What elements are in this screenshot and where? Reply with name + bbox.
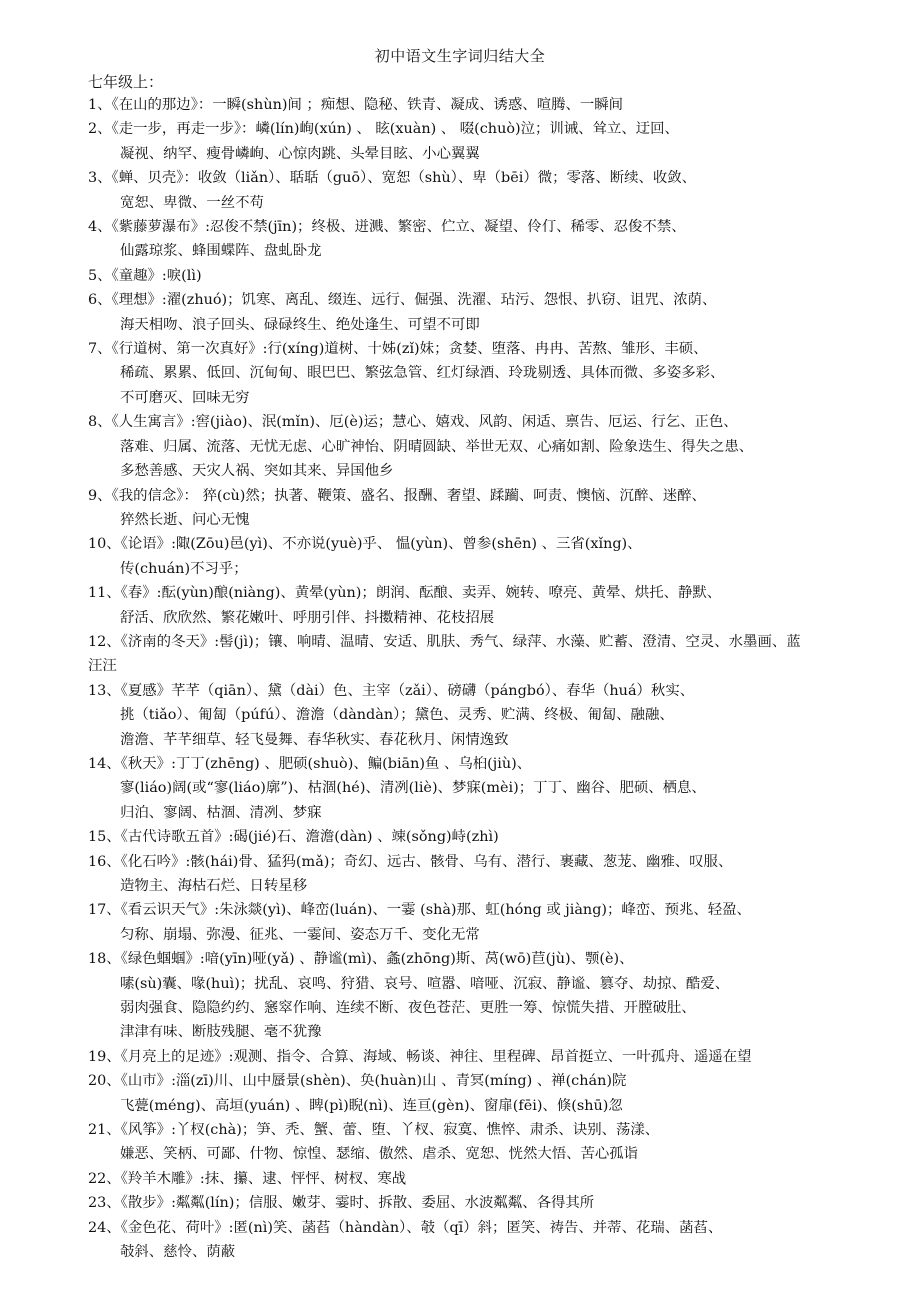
entry-continuation-line: 寥(liáo)阔(或“寥(liáo)廓”)、枯涸(hé)、清冽(liè)、梦寐(mèi)；丁丁、幽谷、肥硕、栖息、 (120, 780, 706, 797)
list-item (88, 898, 888, 947)
list-item (88, 484, 888, 533)
list-item (88, 215, 888, 264)
entry-continuation-line: 海天相吻、浪子回头、碌碌终生、绝处逢生、可望不可即 (120, 316, 480, 333)
list-item (88, 1167, 888, 1191)
entry-continuation-line: 仙露琼浆、蜂围蝶阵、盘虬卧龙 (120, 243, 322, 260)
list-item (88, 850, 888, 899)
document-title: 初中语文生字词归结大全 (374, 47, 546, 65)
entry-line: 20、《山市》:淄(zī)川、山中蜃景(shèn)、奂(huàn)山 、青冥(míng) 、禅(chán)院 (88, 1073, 627, 1090)
list-item (88, 264, 888, 288)
entry-line: 4、《紫藤萝瀑布》:忍俊不禁(jīn)；终极、迸溅、繁密、伫立、凝望、伶仃、稀零、忍俊不禁、 (88, 219, 686, 236)
entry-line: 19、《月亮上的足迹》:观测、指令、合算、海域、畅谈、神往、里程碑、昂首挺立、一叶孤舟、遥遥在望 (88, 1048, 752, 1065)
vocabulary-list (88, 93, 888, 1265)
entry-line: 3、《蝉、贝壳》：收敛（liǎn）、聒聒（guō）、宽恕（shù）、卑（bēi）微；零落、断续、收敛、 (88, 170, 697, 187)
entry-continuation-line: 津津有味、断肢残腿、毫不犹豫 (120, 1024, 322, 1041)
grade-heading: 七年级上： (88, 73, 164, 91)
entry-line: 14、《秋天》:丁丁(zhēng) 、肥硕(shuò)、鳊(biān)鱼 、乌桕(jiù)、 (88, 755, 532, 772)
entry-continuation-line: 多愁善感、天灾人祸、突如其来、异国他乡 (120, 463, 394, 480)
list-item (88, 1216, 888, 1265)
entry-continuation-line: 飞甍(méng)、高垣(yuán) 、睥(pì)睨(nì)、连亘(gèn)、窗扉(fēi)、倏(shū)忽 (120, 1097, 623, 1114)
entry-continuation-line: 嗉(sù)囊、喙(huì)；扰乱、哀鸣、狩猎、哀号、喧嚣、喑哑、沉寂、静谧、篡夺、劫掠、酷爱、 (120, 975, 730, 992)
entry-continuation-line: 传(chuán)不习乎； (120, 560, 248, 577)
entry-line: 13、《夏感》芊芊（qiān）、黛（dài）色、主宰（zǎi）、磅礴（pángbó）、春华（huá）秋实、 (88, 682, 695, 699)
list-item (88, 166, 888, 215)
entry-continuation-line: 落难、归属、流落、无忧无虑、心旷神怡、阴晴圆缺、举世无双、心痛如割、险象迭生、得失之患、 (120, 438, 754, 455)
entry-line: 12、《济南的冬天》:髻(jì)；镶、响晴、温晴、安适、肌肤、秀气、绿萍、水藻、贮蓄、澄清、空灵、水墨画、蓝 (88, 633, 801, 650)
list-item (88, 93, 888, 117)
list-item (88, 337, 888, 410)
entry-continuation-line: 猝然长逝、问心无愧 (120, 511, 250, 528)
list-item (88, 1191, 888, 1215)
entry-line: 7、《行道树、第一次真好》:行(xíng)道树、十姊(zǐ)妹；贪婪、堕落、冉冉、苦熬、雏形、丰硕、 (88, 341, 708, 358)
entry-continuation-line: 嫌恶、笑柄、可鄙、什物、惊惶、瑟缩、傲然、虐杀、宽恕、恍然大悟、苦心孤诣 (120, 1146, 639, 1163)
entry-line: 5、《童趣》:唳(lì) (88, 267, 202, 284)
list-item (88, 1045, 888, 1069)
entry-line: 1、《在山的那边》：一瞬(shùn)间 ；痴想、隐秘、铁青、凝成、诱惑、喧腾、一瞬间 (88, 97, 624, 113)
entry-continuation-line: 稀疏、累累、低回、沉甸甸、眼巴巴、繁弦急管、红灯绿酒、玲珑剔透、具体而微、多姿多彩、 (120, 365, 725, 382)
entry-line: 17、《看云识天气》:朱泳燚(yì)、峰峦(luán)、一霎 (shà)那、虹(hóng 或 jiàng)；峰峦、预兆、轻盈、 (88, 902, 751, 919)
entry-line: 16、《化石吟》:骸(hái)骨、猛犸(mǎ)；奇幻、远古、骸骨、乌有、潜行、裹藏、葱茏、幽雅、叹服、 (88, 853, 733, 870)
entry-continuation-line: 汪汪 (88, 658, 117, 675)
list-item (88, 825, 888, 849)
entry-line: 6、《理想》:濯(zhuó)；饥寒、离乱、缀连、远行、倔强、洗濯、玷污、怨恨、扒窃、诅咒、浓荫、 (88, 292, 717, 309)
entry-line: 22、《羚羊木雕》:抹、攥、逮、怦怦、树杈、寒战 (88, 1170, 407, 1187)
entry-line: 11、《春》:酝(yùn)酿(niàng)、黄晕(yùn)；朗润、酝酿、卖弄、婉转、嘹亮、黄晕、烘托、静默、 (88, 585, 722, 602)
list-item (88, 752, 888, 825)
entry-continuation-line: 攲斜、慈怜、荫蔽 (120, 1244, 236, 1261)
list-item (88, 117, 888, 166)
list-item (88, 410, 888, 483)
entry-continuation-line: 不可磨灭、回味无穷 (120, 389, 250, 406)
entry-line: 8、《人生寓言》:窖(jiào)、泯(mǐn)、厄(è)运；慧心、嬉戏、风韵、闲适、禀告、厄运、行乞、正色、 (88, 414, 738, 431)
entry-line: 10、《论语》:陬(Zōu)邑(yì)、不亦说(yuè)乎、 愠(yùn)、曾参(shēn) 、三省(xǐng)、 (88, 536, 642, 553)
list-item (88, 630, 888, 679)
entry-continuation-line: 舒活、欣欣然、繁花嫩叶、呼朋引伴、抖擞精神、花枝招展 (120, 609, 495, 626)
entry-line: 15、《古代诗歌五首》:碣(jié)石、澹澹(dàn) 、竦(sǒng)峙(zhì) (88, 829, 499, 846)
entry-line: 2、《走一步，再走一步》：嶙(lín)峋(xún) 、 眩(xuàn) 、 啜(chuò)泣；训诫、耸立、迂回、 (88, 121, 679, 138)
entry-continuation-line: 宽恕、卑微、一丝不苟 (120, 194, 264, 211)
entry-line: 23、《散步》:粼粼(lín)；信服、嫩芽、霎时、拆散、委屈、水波粼粼、各得其所 (88, 1195, 595, 1212)
list-item (88, 581, 888, 630)
entry-line: 18、《绿色蝈蝈》:喑(yīn)哑(yǎ) 、静谧(mì)、螽(zhōng)斯、莴(wō)苣(jù)、颚(è)、 (88, 951, 634, 968)
entry-continuation-line: 凝视、纳罕、瘦骨嶙峋、心惊肉跳、头晕目眩、小心翼翼 (120, 145, 480, 162)
entry-continuation-line: 澹澹、芊芊细草、轻飞曼舞、春华秋实、春花秋月、闲情逸致 (120, 731, 509, 748)
entry-line: 21、《风筝》:丫杈(chà)；笋、秃、蟹、蕾、堕、丫杈、寂寞、憔悴、肃杀、诀别、荡漾、 (88, 1122, 660, 1139)
entry-continuation-line: 匀称、崩塌、弥漫、征兆、一霎间、姿态万千、变化无常 (120, 926, 480, 943)
entry-continuation-line: 挑（tiǎo）、匍匐（púfú）、澹澹（dàndàn）；黛色、灵秀、贮满、终极、匍匐、融融、 (120, 707, 674, 724)
list-item (88, 532, 888, 581)
entry-line: 24、《金色花、荷叶》:匿(nì)笑、菡萏（hàndàn）、攲（qī）斜；匿笑、祷告、并蒂、花瑞、菡萏、 (88, 1219, 723, 1236)
list-item (88, 947, 888, 1045)
list-item (88, 288, 888, 337)
entry-continuation-line: 弱肉强食、隐隐约约、窸窣作响、连续不断、夜色苍茫、更胜一筹、惊慌失措、开膛破肚、 (120, 1000, 696, 1017)
list-item (88, 1069, 888, 1118)
entry-continuation-line: 造物主、海枯石烂、日转星移 (120, 878, 308, 894)
entry-line: 9、《我的信念》： 猝(cù)然；执著、鞭策、盛名、报酬、奢望、蹂躏、呵责、懊恼、沉醉、迷醉、 (88, 487, 706, 504)
list-item (88, 1118, 888, 1167)
list-item (88, 679, 888, 752)
entry-continuation-line: 归泊、寥阔、枯涸、清冽、梦寐 (120, 804, 322, 821)
